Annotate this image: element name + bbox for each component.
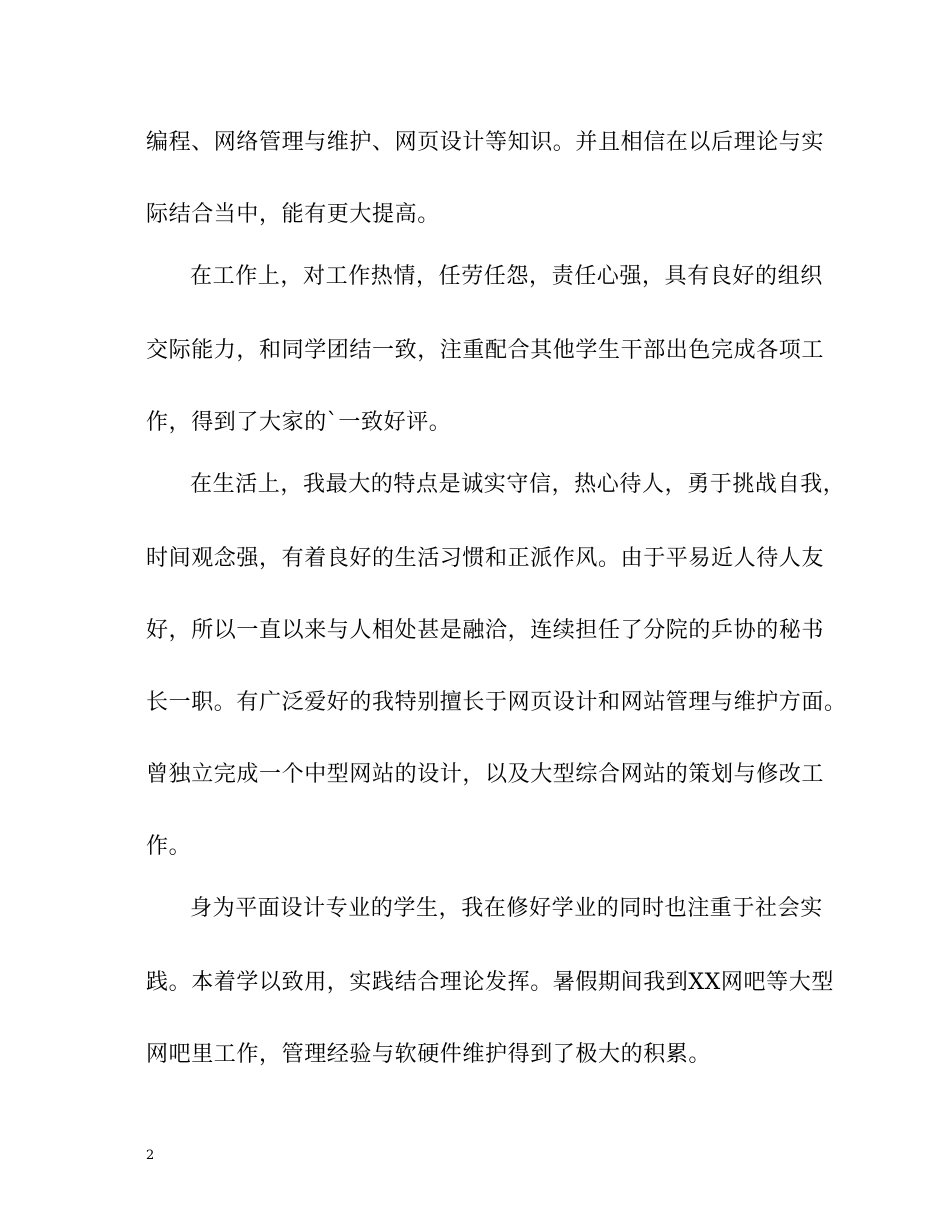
paragraph-start-line: 在工作上，对工作热情，任劳任怨，责任心强，具有良好的组织 bbox=[190, 264, 823, 289]
text-line: 交际能力，和同学团结一致，注重配合其他学生干部出色完成各项工 bbox=[146, 338, 825, 363]
text-line: 践。本着学以致用，实践结合理论发挥。暑假期间我到XX网吧等大型 bbox=[146, 970, 834, 995]
page-number: 2 bbox=[146, 1148, 155, 1163]
text-line: 作，得到了大家的`一致好评。 bbox=[146, 410, 452, 435]
text-line: 好，所以一直以来与人相处甚是融洽，连续担任了分院的乒协的秘书 bbox=[146, 618, 825, 643]
paragraph-start-line: 身为平面设计专业的学生，我在修好学业的同时也注重于社会实 bbox=[190, 896, 823, 921]
text-line: 编程、网络管理与维护、网页设计等知识。并且相信在以后理论与实 bbox=[146, 130, 825, 155]
text-line: 际结合当中，能有更大提高。 bbox=[146, 202, 440, 227]
text-line: 网吧里工作，管理经验与软硬件维护得到了极大的积累。 bbox=[146, 1042, 712, 1067]
text-line: 时间观念强，有着良好的生活习惯和正派作风。由于平易近人待人友 bbox=[146, 546, 825, 571]
text-line: 曾独立完成一个中型网站的设计，以及大型综合网站的策划与修改工 bbox=[146, 762, 825, 787]
text-line: 长一职。有广泛爱好的我特别擅长于网页设计和网站管理与维护方面。 bbox=[146, 690, 847, 715]
text-line: 作。 bbox=[146, 834, 192, 859]
paragraph-start-line: 在生活上，我最大的特点是诚实守信，热心待人，勇于挑战自我， bbox=[190, 472, 846, 497]
